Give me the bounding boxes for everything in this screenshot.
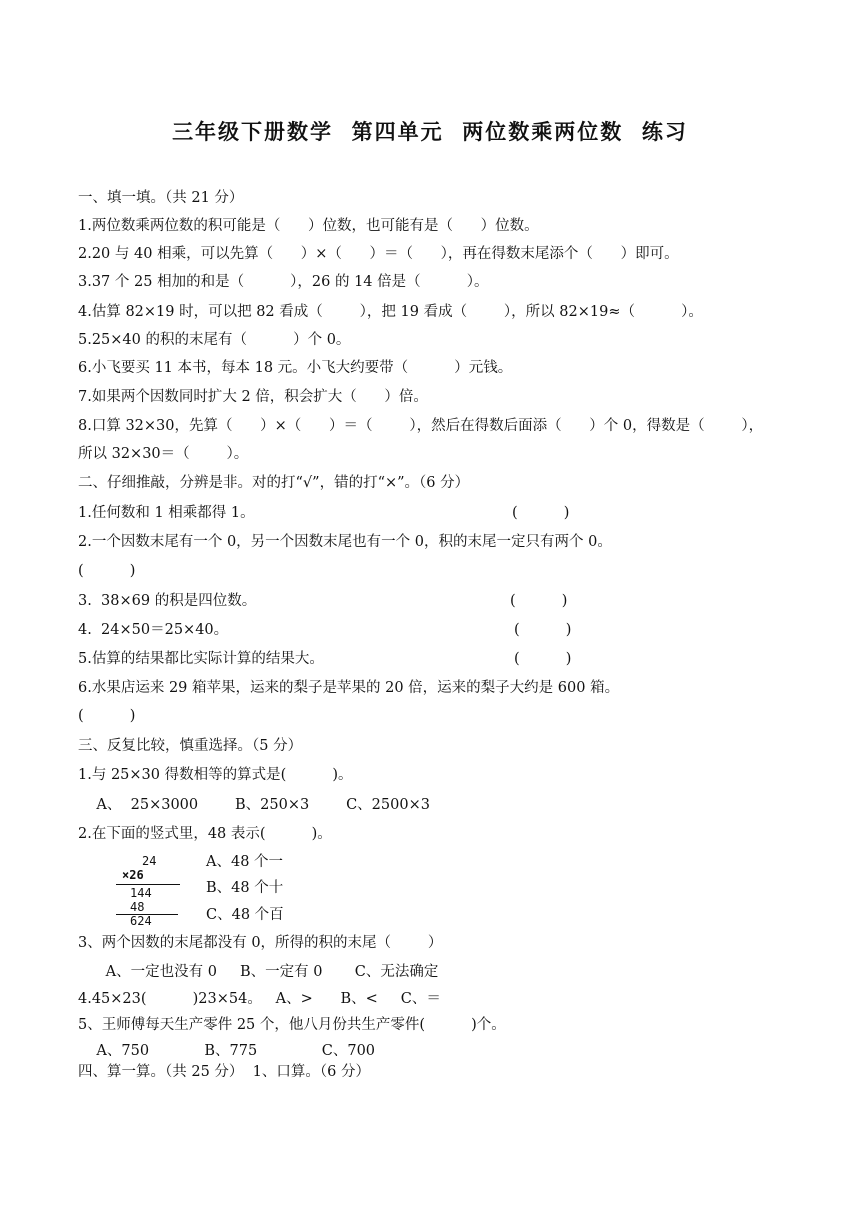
option-3-2-a: A、48 个一 bbox=[206, 854, 284, 870]
partial-product-1: 144 bbox=[130, 886, 152, 900]
section1-heading: 一、填一填。（共 21 分） bbox=[78, 190, 244, 206]
section4-heading: 四、算一算。（共 25 分） 1、口算。（6 分） bbox=[78, 1064, 370, 1080]
question-1-6: 6.小飞要买 11 本书，每本 18 元。小飞大约要带（ ）元钱。 bbox=[78, 360, 513, 376]
question-2-2: 2.一个因数末尾有一个 0，另一个因数末尾也有一个 0，积的末尾一定只有两个 0。 bbox=[78, 534, 612, 550]
question-1-4: 4.估算 82×19 时，可以把 82 看成（ ），把 19 看成（ ），所以 82×19≈（ ）。 bbox=[78, 304, 703, 320]
multiplicand: 24 bbox=[142, 854, 157, 868]
question-3-4: 4.45×23( )23×54。 A、> B、< C、＝ bbox=[78, 991, 441, 1007]
product-result: 624 bbox=[130, 914, 152, 928]
question-1-2: 2.20 与 40 相乘，可以先算（ ）×（ ）＝（ ），再在得数末尾添个（ ）即可。 bbox=[78, 246, 679, 262]
question-1-5: 5.25×40 的积的末尾有（ ）个 0。 bbox=[78, 332, 351, 348]
question-1-8-cont: 所以 32×30＝（ ）。 bbox=[78, 446, 249, 462]
question-1-7: 7.如果两个因数同时扩大 2 倍，积会扩大（ ）倍。 bbox=[78, 389, 428, 405]
question-2-6: 6.水果店运来 29 箱苹果，运来的梨子是苹果的 20 倍，运来的梨子大约是 600 箱。 bbox=[78, 680, 620, 696]
vertical-multiplication bbox=[112, 852, 184, 932]
answer-blank-2-4: ( ) bbox=[514, 622, 572, 638]
answer-blank-2-2: ( ) bbox=[78, 563, 136, 579]
question-1-8: 8.口算 32×30，先算（ ）×（ ）＝（ ），然后在得数后面添（ ）个 0，得数是（ ）， bbox=[78, 418, 764, 434]
question-3-5: 5、王师傅每天生产零件 25 个，他八月份共生产零件( )个。 bbox=[78, 1017, 506, 1033]
question-3-3-options: A、一定也没有 0 B、一定有 0 C、无法确定 bbox=[78, 964, 439, 980]
answer-blank-2-3: ( ) bbox=[510, 593, 568, 609]
question-1-3: 3.37 个 25 相加的和是（ ），26 的 14 倍是（ ）。 bbox=[78, 274, 489, 290]
question-1-1: 1.两位数乘两位数的积可能是（ ）位数，也可能有是（ ）位数。 bbox=[78, 218, 539, 234]
rule-line-1 bbox=[116, 884, 180, 885]
question-3-3: 3、两个因数的末尾都没有 0，所得的积的末尾（ ） bbox=[78, 935, 443, 951]
question-2-3: 3. 38×69 的积是四位数。 bbox=[78, 593, 257, 609]
question-3-2: 2.在下面的竖式里，48 表示( )。 bbox=[78, 826, 332, 842]
section2-heading: 二、仔细推敲，分辨是非。对的打“√”，错的打“×”。（6 分） bbox=[78, 475, 470, 491]
question-3-1: 1.与 25×30 得数相等的算式是( )。 bbox=[78, 767, 353, 783]
answer-blank-2-1: ( ) bbox=[512, 505, 570, 521]
question-2-1: 1.任何数和 1 相乘都得 1。 bbox=[78, 505, 255, 521]
question-2-5: 5.估算的结果都比实际计算的结果大。 bbox=[78, 651, 324, 667]
option-3-2-c: C、48 个百 bbox=[206, 907, 284, 923]
option-3-2-b: B、48 个十 bbox=[206, 880, 284, 896]
answer-blank-2-6: ( ) bbox=[78, 708, 136, 724]
multiplier: ×26 bbox=[122, 868, 144, 882]
question-2-4: 4. 24×50＝25×40。 bbox=[78, 622, 229, 638]
partial-product-2: 48 bbox=[130, 900, 145, 914]
page-title: 三年级下册数学 第四单元 两位数乘两位数 练习 bbox=[172, 119, 688, 144]
section3-heading: 三、反复比较，慎重选择。（5 分） bbox=[78, 738, 303, 754]
question-3-5-options: A、750 B、775 C、700 bbox=[78, 1043, 376, 1059]
question-3-1-options: A、 25×3000 B、250×3 C、2500×3 bbox=[78, 797, 430, 813]
answer-blank-2-5: ( ) bbox=[514, 651, 572, 667]
